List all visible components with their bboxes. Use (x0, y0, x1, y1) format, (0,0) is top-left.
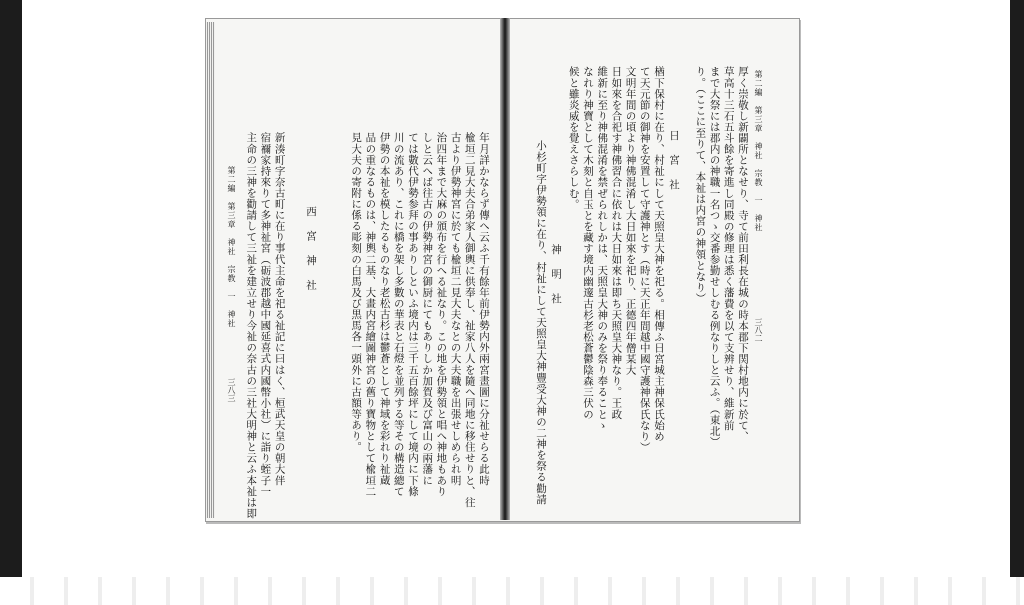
text-column: ては數代伊勢参拜の事ありしといふ境内は三千五百餘坪にして境内に下條 (406, 132, 419, 497)
text-column: り。（ここに至りて、本祉は内宮の神領となり） (694, 66, 707, 304)
scan-edge-left (0, 0, 22, 605)
text-column: 品の重なるものは、神輿二基、大畫内宮繪圖神宮の舊り寶物として楡垣二 (364, 132, 377, 497)
text-column: 維新に至り神佛混淆を禁ぜられしかは、天照皇大神のみを祭り奉ることゝ (596, 66, 609, 431)
section-heading-right-2: 神明社 (550, 244, 562, 318)
text-column: 候と雖炎威を覺えさらしむ。 (567, 66, 580, 210)
text-column: まで大祭には郡内の神職一名つゝ交番参勤せしむる例なりしと云ふ。（東北） (708, 66, 721, 448)
text-column: 伊勢の本祉を模したるものなり老松古杉は鬱蒼として神域を彩れり祉蔵 (378, 132, 391, 486)
page-number-left: 三八三 (227, 378, 236, 402)
text-column: 年月詳かならず傳へ云ふ千有餘年前伊勢内外兩宮畫圖に分祉せらる此時 (478, 132, 490, 486)
text-column: しと云へば往古の伊勢神宮の御厨にてもありしか加賀及び富山の兩藩に (421, 132, 434, 486)
text-column: 見大夫の寄附に係る彫刻の白馬及び黒馬各一頭外に古額等あり。 (350, 132, 363, 453)
scan-edge-right (1010, 0, 1024, 605)
text-column: なれり神寶として木刻と自玉とを藏す境内幽邃古杉老松蒼鬱陰森三伏の (581, 66, 594, 420)
text-column: 草高十三石五斗餘を寄進し同殿の修理は悉く藩費を以て支辨せり、維新前 (722, 66, 735, 431)
text-block-right-a (693, 66, 750, 448)
text-block-left-a (349, 132, 491, 508)
text-column: 川の流あり、これに橋を架し多數の華表と石燈を並列する等その構造總て (392, 132, 405, 497)
scan-bottom-strip (0, 577, 1024, 605)
text-column: 楡垣二見大夫合弟家人御輿に供奉し、祉家八人を隨へ同地に移住せりと、往 (463, 132, 476, 508)
text-column: 文明年間の頃より神佛混淆し大日如來を祀り、正德四年僧某大 (624, 66, 637, 376)
text-column: 小杉町字伊勢領に在り、村祉にして天照皇大神豐受大神の二神を祭る勸請 (535, 140, 547, 505)
text-column: 厚く崇敬し新闢所となせり、寺て前田利長在城の時本郡下関村地内に於て、 (737, 66, 749, 442)
text-column: 宿禰家持來りて多神祉宮（砺波郡越中國延喜式内國幣小社）に詣り蛭子一 (259, 132, 272, 497)
right-page (510, 18, 798, 520)
text-column: 治四年まで大麻の頒布を行へる祉なり。この地を伊勢領と唱へ神地もあり (435, 132, 448, 497)
text-block-right-b (567, 66, 666, 453)
running-head-right: 第二編 第三章 神社 宗教 一 神社 (754, 70, 763, 232)
text-block-right-c (534, 140, 548, 505)
text-column: 楢下保村に在り、村祉にして天照皇大神を祀る。相傳ふ日宮城主神保氏始め (653, 66, 665, 442)
running-head-left: 第二編 第三章 神社 宗教 一 神社 (227, 166, 236, 328)
left-page (218, 18, 500, 520)
section-heading-right-1: 日宮社 (668, 130, 680, 204)
page-stack-edge (205, 22, 215, 518)
text-column: 古より伊勢神宮に於ても楡垣二見大夫なとの大夫職を出張せしめられ明 (449, 132, 462, 486)
section-heading-left: 西宮神社 (305, 206, 317, 304)
text-column: 主命の三神を勸請して三祉を建立せり今祉の奈古の三社大明神と云ふ本祉は即 (245, 132, 258, 519)
book-gutter (500, 18, 510, 520)
text-column: 日如來を合祀す神佛習合に依れは大日如來は即ち天照皇大神なり。王政 (610, 66, 623, 420)
page-number-right: 三八二 (754, 318, 763, 342)
text-column: 新湊町字奈古町に在り事代主命を祀る祉記に曰はく、桓武天皇の朝大伴 (273, 132, 286, 486)
text-column: て天元節の御神を安置して守護神とす（時に天正年間越中國守護神保氏なり） (638, 66, 651, 453)
text-block-left-b (244, 132, 287, 519)
